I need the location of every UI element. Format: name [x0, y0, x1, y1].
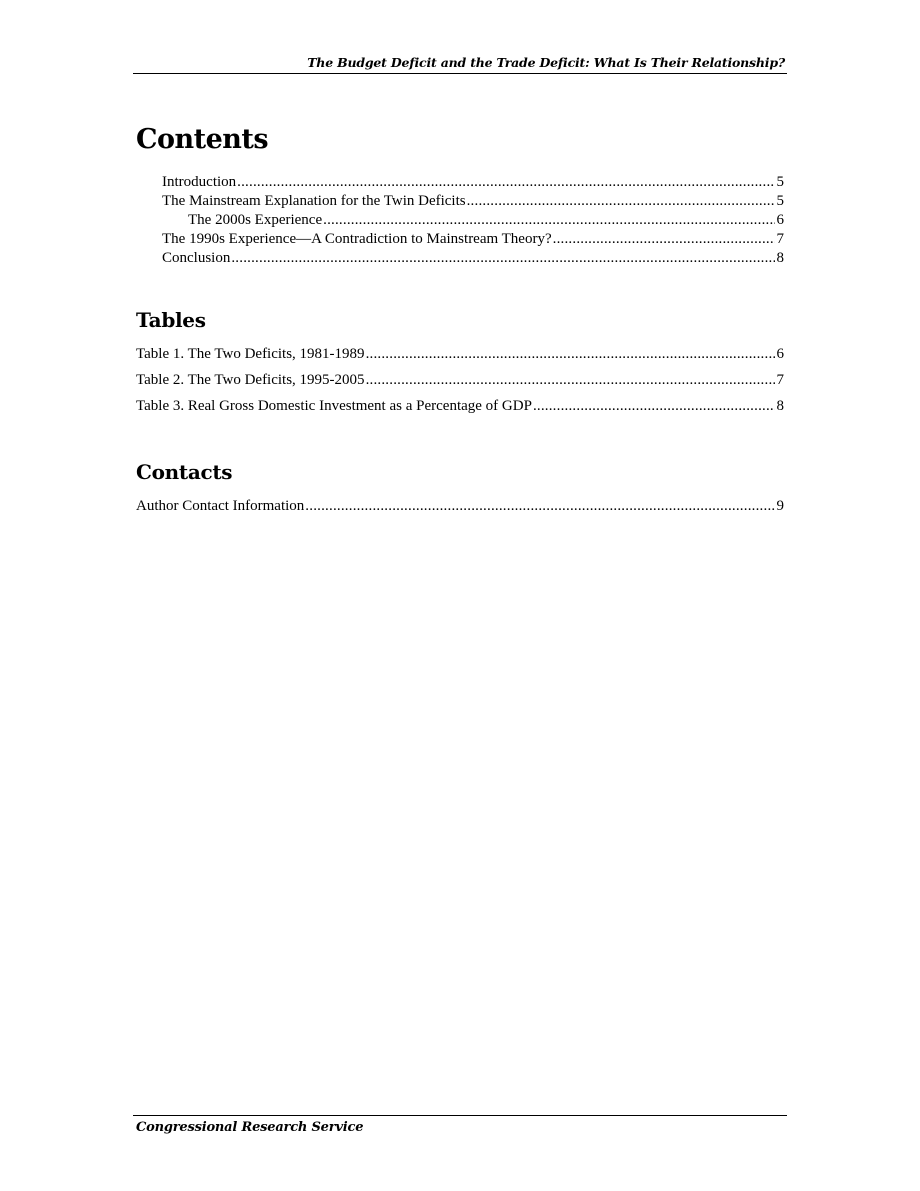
dot-leader	[553, 230, 775, 249]
contacts-heading: Contacts	[136, 460, 233, 484]
toc-entry-page: 7	[776, 231, 784, 247]
dot-leader	[366, 371, 775, 390]
page-footer	[133, 1115, 787, 1135]
toc-entry-label: Introduction	[162, 174, 237, 190]
toc-entry-label: Author Contact Information	[136, 498, 305, 514]
toc-entry-label: Conclusion	[162, 250, 231, 266]
toc-entry-page: 6	[776, 346, 784, 362]
toc-entry-page: 9	[776, 498, 784, 514]
toc-entry-page: 7	[776, 372, 784, 388]
toc-entry-page: 6	[776, 212, 784, 228]
toc-entry-2000s-experience[interactable]	[188, 211, 784, 230]
toc-entry-author-contact[interactable]	[136, 497, 784, 516]
contents-heading: Contents	[136, 124, 269, 155]
dot-leader	[533, 397, 775, 416]
dot-leader	[237, 173, 774, 192]
toc-entry-mainstream-explanation[interactable]	[162, 192, 784, 211]
toc-entry-table-3[interactable]	[136, 397, 784, 416]
dot-leader	[231, 249, 774, 268]
toc-entry-introduction[interactable]	[162, 173, 784, 192]
toc-entry-label: The 1990s Experience—A Contradiction to Mainstream Theory?	[162, 231, 552, 247]
toc-entry-label: Table 1. The Two Deficits, 1981-1989	[136, 346, 365, 362]
dot-leader	[366, 345, 775, 364]
toc-entry-page: 8	[776, 250, 784, 266]
toc-entry-label: Table 3. Real Gross Domestic Investment as a Percentage of GDP	[136, 398, 532, 414]
toc-entry-page: 5	[776, 193, 784, 209]
toc-entry-1990s-experience[interactable]	[162, 230, 784, 249]
toc-entry-label: Table 2. The Two Deficits, 1995-2005	[136, 372, 365, 388]
toc-entry-page: 5	[776, 174, 784, 190]
tables-heading: Tables	[136, 308, 206, 332]
dot-leader	[467, 192, 775, 211]
dot-leader	[305, 497, 774, 516]
running-header	[133, 56, 787, 74]
toc-entry-page: 8	[776, 398, 784, 414]
toc-entry-label: The Mainstream Explanation for the Twin Deficits	[162, 193, 466, 209]
toc-entry-table-2[interactable]	[136, 371, 784, 390]
running-title: The Budget Deficit and the Trade Deficit: What Is Their Relationship?	[307, 55, 785, 70]
footer-publisher: Congressional Research Service	[136, 1120, 364, 1135]
toc-entry-table-1[interactable]	[136, 345, 784, 364]
toc-entry-label: The 2000s Experience	[188, 212, 323, 228]
toc-entry-conclusion[interactable]	[162, 249, 784, 268]
dot-leader	[323, 211, 774, 230]
